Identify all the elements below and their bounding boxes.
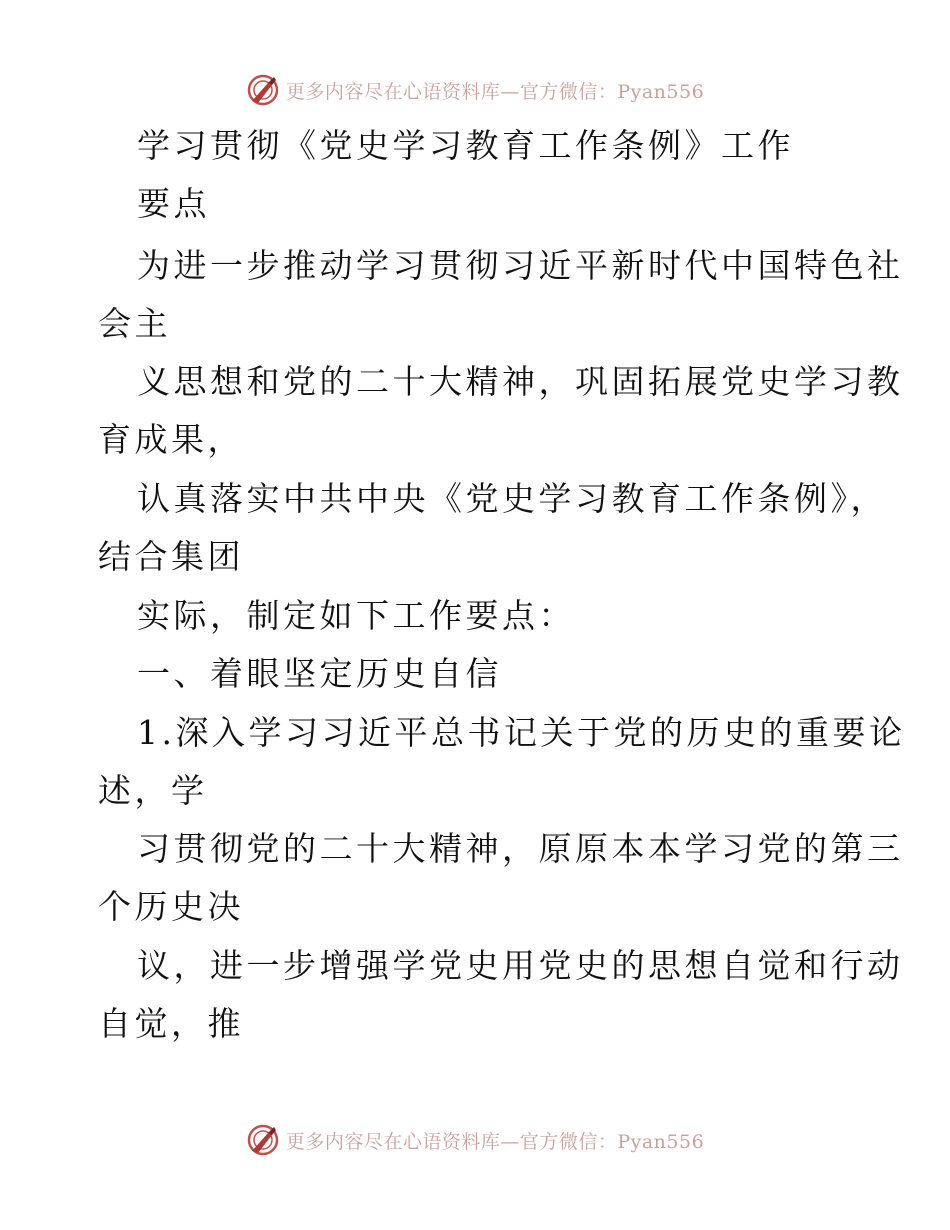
paragraph-line: 为进一步推动学习贯彻习近平新时代中国特色社 xyxy=(137,246,904,285)
pen-circle-logo-icon xyxy=(246,1123,280,1157)
section-heading: 一、着眼坚定历史自信 xyxy=(137,654,502,693)
pen-circle-logo-icon xyxy=(246,73,280,107)
title-line-1: 学习贯彻《党史学习教育工作条例》工作 xyxy=(137,126,794,165)
paragraph-line: 个历史决 xyxy=(98,887,244,926)
paragraph-line: 结合集团 xyxy=(98,537,244,576)
paragraph-line: 习贯彻党的二十大精神，原原本本学习党的第三 xyxy=(137,829,904,868)
paragraph-line: 会主 xyxy=(98,304,171,343)
paragraph-line: 认真落实中共中央《党史学习教育工作条例》， xyxy=(137,479,887,518)
paragraph-line: 义思想和党的二十大精神，巩固拓展党史学习教 xyxy=(137,362,904,401)
paragraph-line: 议，进一步增强学党史用党史的思想自觉和行动 xyxy=(137,946,904,985)
paragraph-line: 实际，制定如下工作要点： xyxy=(137,596,575,635)
title-line-2: 要点 xyxy=(137,184,210,223)
watermark-header xyxy=(0,70,950,110)
watermark-footer xyxy=(0,1120,950,1160)
paragraph-line: 1.深入学习习近平总书记关于党的历史的重要论 xyxy=(137,713,906,752)
watermark-text: 更多内容尽在心语资料库—官方微信：Pyan556 xyxy=(285,1130,705,1153)
paragraph-line: 育成果， xyxy=(98,420,244,459)
watermark-text: 更多内容尽在心语资料库—官方微信：Pyan556 xyxy=(285,80,705,103)
paragraph-line: 述，学 xyxy=(98,771,208,810)
paragraph-line: 自觉，推 xyxy=(98,1004,244,1043)
